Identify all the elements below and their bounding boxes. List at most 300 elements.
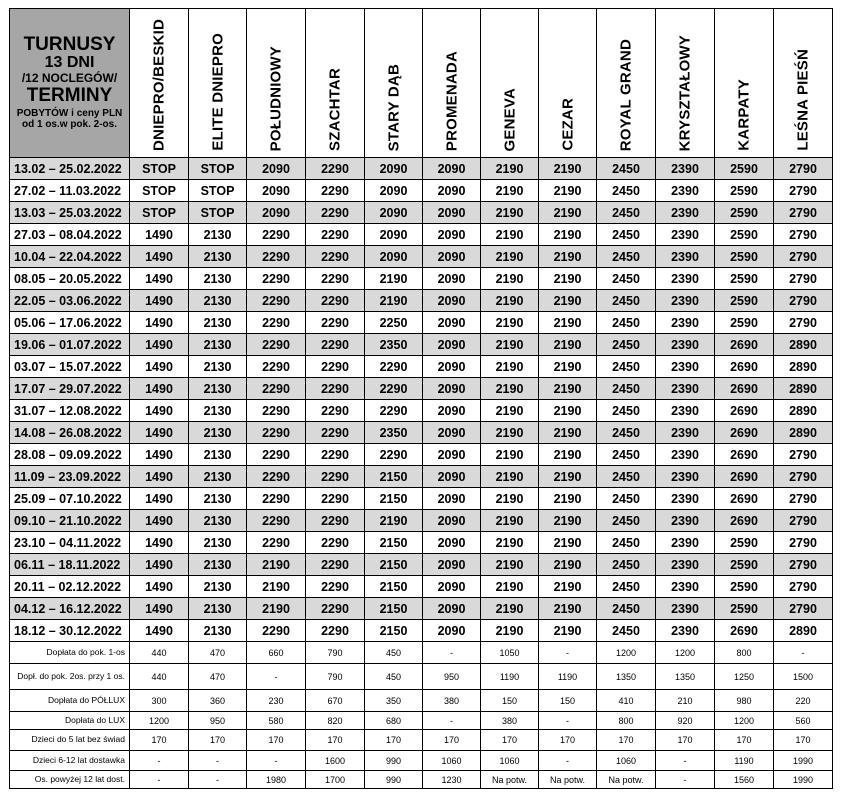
surcharge-value-cell: 1200 [597, 642, 656, 664]
price-cell: 2190 [481, 444, 539, 466]
price-cell: 2090 [423, 576, 481, 598]
price-row [10, 356, 833, 378]
price-cell: 2090 [423, 312, 481, 334]
hotel-name: GENEVA [501, 87, 518, 151]
price-row [10, 378, 833, 400]
price-cell: 2450 [597, 356, 656, 378]
price-cell: 2690 [715, 400, 774, 422]
price-cell: 2890 [774, 356, 833, 378]
price-cell: 2190 [539, 532, 597, 554]
price-cell: 2290 [306, 224, 365, 246]
price-cell: 2090 [423, 158, 481, 180]
price-cell: 2590 [715, 202, 774, 224]
surcharge-value-cell: 1990 [774, 751, 833, 771]
price-cell: 2190 [247, 598, 306, 620]
term-dates-cell: 10.04 – 22.04.2022 [10, 246, 130, 268]
surcharge-value-cell: - [247, 664, 306, 690]
price-cell: 1490 [130, 576, 189, 598]
surcharge-value-cell: 560 [774, 712, 833, 730]
price-cell: 2130 [189, 290, 247, 312]
price-cell: 2790 [774, 532, 833, 554]
surcharge-row [10, 751, 833, 771]
price-cell: 2450 [597, 246, 656, 268]
surcharge-label-cell: Dopłata do LUX [10, 712, 130, 730]
price-cell: 2190 [539, 510, 597, 532]
price-row [10, 598, 833, 620]
price-cell: 2190 [481, 202, 539, 224]
surcharge-value-cell: 1990 [774, 771, 833, 789]
surcharge-value-cell: - [656, 751, 715, 771]
price-cell: 2190 [481, 158, 539, 180]
price-cell: 1490 [130, 378, 189, 400]
price-cell: 2290 [247, 532, 306, 554]
surcharge-value-cell: 1560 [715, 771, 774, 789]
price-cell: 2090 [423, 422, 481, 444]
price-cell: 2590 [715, 532, 774, 554]
price-cell: 2690 [715, 510, 774, 532]
price-cell: 2090 [423, 532, 481, 554]
price-cell: 2190 [481, 312, 539, 334]
price-cell: 2450 [597, 598, 656, 620]
price-cell: 2290 [247, 510, 306, 532]
price-row [10, 444, 833, 466]
price-cell: 2350 [365, 334, 423, 356]
price-cell: 2590 [715, 180, 774, 202]
term-dates-cell: 08.05 – 20.05.2022 [10, 268, 130, 290]
price-cell: 2190 [481, 488, 539, 510]
price-cell: 2090 [423, 290, 481, 312]
price-cell: 2390 [656, 180, 715, 202]
price-cell: 2290 [306, 400, 365, 422]
price-cell: 2790 [774, 180, 833, 202]
surcharge-value-cell: 1200 [130, 712, 189, 730]
price-cell: 2390 [656, 576, 715, 598]
hotel-name: POŁUDNIOWY [267, 45, 285, 151]
hotel-name: STARY DĄB [385, 63, 402, 151]
price-cell: 2390 [656, 246, 715, 268]
price-cell: 2290 [306, 576, 365, 598]
price-cell: 2150 [365, 488, 423, 510]
surcharge-value-cell: 170 [365, 730, 423, 751]
surcharge-value-cell: 380 [423, 690, 481, 712]
term-dates-cell: 06.11 – 18.11.2022 [10, 554, 130, 576]
price-cell: 2150 [365, 598, 423, 620]
price-cell: 1490 [130, 488, 189, 510]
price-cell: 2290 [247, 246, 306, 268]
price-cell: 2290 [247, 620, 306, 642]
price-cell: 2290 [365, 378, 423, 400]
surcharge-value-cell: 980 [715, 690, 774, 712]
price-cell: 2590 [715, 312, 774, 334]
price-cell: STOP [189, 158, 247, 180]
price-cell: 2190 [481, 532, 539, 554]
term-dates-cell: 14.08 – 26.08.2022 [10, 422, 130, 444]
price-cell: 2190 [481, 554, 539, 576]
price-cell: 2790 [774, 444, 833, 466]
surcharge-value-cell: 1050 [481, 642, 539, 664]
price-cell: 2450 [597, 180, 656, 202]
price-cell: 1490 [130, 312, 189, 334]
header-terms: TERMINY [26, 84, 113, 106]
surcharge-value-cell: 470 [189, 642, 247, 664]
price-cell: 2190 [481, 422, 539, 444]
surcharge-value-cell: - [130, 771, 189, 789]
price-cell: 2590 [715, 268, 774, 290]
hotel-name: ROYAL GRAND [617, 38, 635, 151]
price-cell: 2690 [715, 466, 774, 488]
price-row [10, 422, 833, 444]
hotel-header-cell [715, 9, 774, 158]
surcharge-value-cell: 1060 [597, 751, 656, 771]
price-row [10, 180, 833, 202]
price-cell: 2150 [365, 576, 423, 598]
surcharge-value-cell: 1060 [481, 751, 539, 771]
price-cell: 2290 [306, 422, 365, 444]
price-cell: 2130 [189, 378, 247, 400]
price-cell: 2390 [656, 202, 715, 224]
price-cell: 2190 [539, 466, 597, 488]
price-cell: 2690 [715, 378, 774, 400]
price-cell: 2090 [423, 224, 481, 246]
hotel-header-cell [247, 9, 306, 158]
surcharge-value-cell: - [539, 712, 597, 730]
price-cell: 2390 [656, 334, 715, 356]
price-row [10, 620, 833, 642]
price-cell: 2890 [774, 378, 833, 400]
price-cell: 2290 [247, 466, 306, 488]
price-row [10, 312, 833, 334]
surcharge-value-cell: 170 [715, 730, 774, 751]
surcharge-value-cell: 790 [306, 642, 365, 664]
price-cell: 2190 [481, 466, 539, 488]
surcharge-label-cell: Dopł. do pok. 2os. przy 1 os. [10, 664, 130, 690]
price-cell: 2190 [539, 202, 597, 224]
price-cell: 2290 [247, 488, 306, 510]
price-cell: 2290 [306, 532, 365, 554]
surcharge-value-cell: - [189, 771, 247, 789]
price-cell: 2390 [656, 532, 715, 554]
term-dates-cell: 18.12 – 30.12.2022 [10, 620, 130, 642]
price-cell: 2290 [306, 268, 365, 290]
price-cell: 2190 [539, 400, 597, 422]
price-cell: 2290 [306, 334, 365, 356]
price-cell: 2130 [189, 224, 247, 246]
price-cell: 2190 [365, 290, 423, 312]
price-cell: 2790 [774, 554, 833, 576]
surcharge-value-cell: 660 [247, 642, 306, 664]
price-cell: 2090 [247, 202, 306, 224]
price-cell: 2090 [423, 554, 481, 576]
price-row [10, 400, 833, 422]
price-cell: 2190 [539, 290, 597, 312]
price-cell: 2290 [306, 378, 365, 400]
price-cell: 2130 [189, 532, 247, 554]
price-row [10, 268, 833, 290]
price-cell: 2190 [481, 576, 539, 598]
surcharge-value-cell: 170 [597, 730, 656, 751]
price-cell: 2290 [306, 290, 365, 312]
hotel-header-cell [774, 9, 833, 158]
surcharge-value-cell: 170 [130, 730, 189, 751]
price-cell: 2290 [247, 356, 306, 378]
price-cell: 2090 [423, 400, 481, 422]
price-cell: 2190 [539, 488, 597, 510]
surcharge-value-cell: - [130, 751, 189, 771]
surcharge-value-cell: - [423, 712, 481, 730]
price-cell: 2690 [715, 422, 774, 444]
surcharge-value-cell: Na potw. [597, 771, 656, 789]
surcharge-row [10, 771, 833, 789]
price-cell: 1490 [130, 466, 189, 488]
price-row [10, 290, 833, 312]
price-cell: 2190 [481, 224, 539, 246]
price-cell: 2250 [365, 312, 423, 334]
price-cell: 2190 [247, 576, 306, 598]
price-cell: 2090 [423, 202, 481, 224]
price-cell: 2190 [539, 180, 597, 202]
term-dates-cell: 25.09 – 07.10.2022 [10, 488, 130, 510]
price-cell: 2450 [597, 290, 656, 312]
price-cell: 2290 [247, 400, 306, 422]
price-cell: 2590 [715, 290, 774, 312]
price-cell: STOP [130, 158, 189, 180]
price-row [10, 334, 833, 356]
price-row [10, 466, 833, 488]
surcharge-value-cell: 1350 [597, 664, 656, 690]
price-row [10, 158, 833, 180]
price-cell: 2090 [423, 444, 481, 466]
price-cell: 2790 [774, 598, 833, 620]
hotel-name: ELITE DNIEPRO [209, 33, 226, 151]
price-cell: 2290 [247, 312, 306, 334]
price-cell: 2190 [539, 158, 597, 180]
price-cell: 2790 [774, 202, 833, 224]
price-cell: 2450 [597, 444, 656, 466]
price-cell: 2790 [774, 466, 833, 488]
price-cell: 2150 [365, 554, 423, 576]
price-cell: 2450 [597, 158, 656, 180]
term-dates-cell: 13.03 – 25.03.2022 [10, 202, 130, 224]
surcharge-value-cell: 170 [656, 730, 715, 751]
surcharge-value-cell: 440 [130, 642, 189, 664]
price-cell: 2590 [715, 554, 774, 576]
price-cell: 2190 [539, 422, 597, 444]
price-cell: 2290 [247, 268, 306, 290]
price-cell: STOP [189, 202, 247, 224]
surcharge-value-cell: 1190 [539, 664, 597, 690]
price-cell: 2130 [189, 444, 247, 466]
surcharge-value-cell: 450 [365, 642, 423, 664]
price-cell: 1490 [130, 444, 189, 466]
price-cell: 2130 [189, 268, 247, 290]
price-cell: 2090 [423, 466, 481, 488]
term-dates-cell: 13.02 – 25.02.2022 [10, 158, 130, 180]
price-cell: 2190 [481, 334, 539, 356]
surcharge-value-cell: - [247, 751, 306, 771]
price-row [10, 488, 833, 510]
price-cell: 2090 [365, 224, 423, 246]
price-cell: 2390 [656, 488, 715, 510]
hotel-header-cell [656, 9, 715, 158]
surcharge-value-cell: 1700 [306, 771, 365, 789]
price-cell: 2190 [539, 246, 597, 268]
surcharge-value-cell: 990 [365, 751, 423, 771]
price-cell: 2390 [656, 510, 715, 532]
hotel-name: KRYSZTAŁOWY [676, 34, 694, 151]
price-cell: 2190 [481, 356, 539, 378]
surcharge-value-cell: 170 [481, 730, 539, 751]
surcharge-value-cell: 1600 [306, 751, 365, 771]
price-cell: 2190 [539, 268, 597, 290]
surcharge-value-cell: Na potw. [481, 771, 539, 789]
price-cell: 2130 [189, 576, 247, 598]
hotel-header-cell [130, 9, 189, 158]
price-cell: 2090 [423, 598, 481, 620]
term-dates-cell: 28.08 – 09.09.2022 [10, 444, 130, 466]
price-cell: 1490 [130, 620, 189, 642]
price-cell: 2290 [306, 158, 365, 180]
surcharge-label-cell: Os. powyżej 12 lat dost. [10, 771, 130, 789]
price-row [10, 532, 833, 554]
price-cell: 2090 [423, 510, 481, 532]
surcharge-value-cell: 1230 [423, 771, 481, 789]
price-cell: 2190 [539, 224, 597, 246]
price-cell: 2690 [715, 356, 774, 378]
surcharge-value-cell: 470 [189, 664, 247, 690]
price-cell: 2090 [423, 246, 481, 268]
price-cell: 2150 [365, 466, 423, 488]
price-cell: 2790 [774, 576, 833, 598]
hotel-header-cell [481, 9, 539, 158]
price-cell: 1490 [130, 400, 189, 422]
price-cell: 2190 [481, 180, 539, 202]
price-cell: 2390 [656, 158, 715, 180]
surcharge-value-cell: 1200 [656, 642, 715, 664]
surcharge-value-cell: 1500 [774, 664, 833, 690]
price-row [10, 510, 833, 532]
surcharge-label-cell: Dopłata do pok. 1-os [10, 642, 130, 664]
surcharge-value-cell: 350 [365, 690, 423, 712]
term-dates-cell: 23.10 – 04.11.2022 [10, 532, 130, 554]
hotel-name: DNIEPRO/BESKID [150, 19, 168, 151]
price-table [9, 8, 833, 789]
hotel-header-cell [189, 9, 247, 158]
price-cell: 2790 [774, 224, 833, 246]
price-cell: 2190 [481, 246, 539, 268]
price-cell: 1490 [130, 290, 189, 312]
price-cell: 2390 [656, 378, 715, 400]
surcharge-value-cell: - [423, 642, 481, 664]
price-cell: 1490 [130, 598, 189, 620]
price-cell: 2290 [306, 598, 365, 620]
price-cell: 2450 [597, 620, 656, 642]
price-cell: 2190 [365, 510, 423, 532]
header-nights: /12 NOCLEGÓW/ [21, 71, 118, 86]
hotel-header-cell [306, 9, 365, 158]
term-dates-cell: 31.07 – 12.08.2022 [10, 400, 130, 422]
hotel-header-cell [365, 9, 423, 158]
price-cell: 2390 [656, 400, 715, 422]
price-cell: 2290 [306, 444, 365, 466]
price-cell: 2790 [774, 158, 833, 180]
price-cell: 2150 [365, 620, 423, 642]
price-cell: 2450 [597, 334, 656, 356]
price-cell: 2450 [597, 422, 656, 444]
hotel-name: CEZAR [559, 98, 576, 151]
surcharge-row [10, 664, 833, 690]
price-cell: 2790 [774, 268, 833, 290]
price-cell: 2450 [597, 400, 656, 422]
surcharge-value-cell: 360 [189, 690, 247, 712]
price-cell: 1490 [130, 224, 189, 246]
hotel-name: LEŚNA PIEŚŃ [794, 49, 812, 151]
price-cell: 2290 [306, 246, 365, 268]
term-dates-cell: 27.02 – 11.03.2022 [10, 180, 130, 202]
price-cell: 2130 [189, 422, 247, 444]
surcharge-value-cell: 170 [189, 730, 247, 751]
price-cell: 2590 [715, 224, 774, 246]
price-cell: 2390 [656, 422, 715, 444]
price-cell: 2890 [774, 400, 833, 422]
price-cell: 2790 [774, 488, 833, 510]
surcharge-value-cell: 150 [539, 690, 597, 712]
surcharge-value-cell: 170 [539, 730, 597, 751]
price-cell: 2390 [656, 356, 715, 378]
term-dates-cell: 19.06 – 01.07.2022 [10, 334, 130, 356]
table-body [10, 158, 833, 789]
term-dates-cell: 03.07 – 15.07.2022 [10, 356, 130, 378]
surcharge-value-cell: 410 [597, 690, 656, 712]
surcharge-value-cell: 950 [423, 664, 481, 690]
price-cell: 2450 [597, 202, 656, 224]
price-cell: 2390 [656, 224, 715, 246]
surcharge-value-cell: 220 [774, 690, 833, 712]
price-cell: 1490 [130, 268, 189, 290]
price-cell: 2290 [247, 290, 306, 312]
surcharge-value-cell: - [539, 642, 597, 664]
surcharge-value-cell: 800 [715, 642, 774, 664]
hotel-header-cell [597, 9, 656, 158]
price-cell: 2090 [365, 180, 423, 202]
surcharge-row [10, 690, 833, 712]
hotel-name: SZACHTAR [326, 68, 344, 151]
price-cell: 2090 [247, 158, 306, 180]
surcharge-row [10, 730, 833, 751]
term-dates-cell: 11.09 – 23.09.2022 [10, 466, 130, 488]
surcharge-value-cell: 450 [365, 664, 423, 690]
price-cell: 2090 [365, 158, 423, 180]
term-dates-cell: 09.10 – 21.10.2022 [10, 510, 130, 532]
price-cell: 2290 [306, 488, 365, 510]
price-cell: 2390 [656, 312, 715, 334]
surcharge-value-cell: 230 [247, 690, 306, 712]
price-cell: 2090 [423, 334, 481, 356]
price-cell: 2290 [247, 444, 306, 466]
price-row [10, 246, 833, 268]
surcharge-value-cell: 170 [306, 730, 365, 751]
surcharge-value-cell: 670 [306, 690, 365, 712]
price-cell: 2130 [189, 554, 247, 576]
term-dates-cell: 04.12 – 16.12.2022 [10, 598, 130, 620]
surcharge-value-cell: 1190 [715, 751, 774, 771]
price-cell: 2790 [774, 246, 833, 268]
price-cell: 2190 [539, 554, 597, 576]
price-cell: 2390 [656, 466, 715, 488]
price-cell: 2290 [247, 334, 306, 356]
price-cell: 2390 [656, 554, 715, 576]
surcharge-value-cell: 210 [656, 690, 715, 712]
price-cell: 2450 [597, 378, 656, 400]
